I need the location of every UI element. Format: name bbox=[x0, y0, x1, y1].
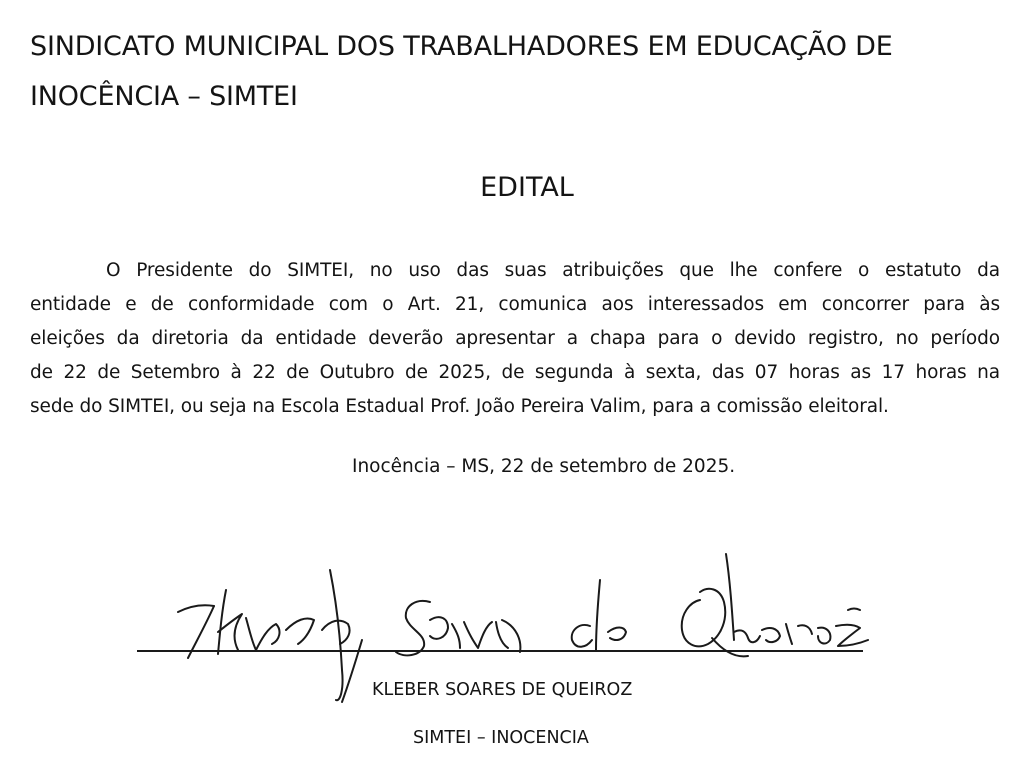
edital-body bbox=[30, 254, 1000, 424]
signer-name: KLEBER SOARES DE QUEIROZ bbox=[372, 680, 633, 700]
body-line: eleições da diretoria da entidade deverão apresentar a chapa para o devido registro, no período bbox=[30, 328, 1000, 349]
body-line: sede do SIMTEI, ou seja na Escola Estadual Prof. João Pereira Valim, para a comissão eleitoral. bbox=[30, 396, 889, 417]
body-line: entidade e de conformidade com o Art. 21, comunica aos interessados em concorrer para às bbox=[30, 294, 1000, 315]
document-title: EDITAL bbox=[480, 172, 574, 203]
body-line: O Presidente do SIMTEI, no uso das suas atribuições que lhe confere o estatuto da bbox=[106, 260, 1000, 281]
document-header bbox=[30, 22, 1005, 122]
place-and-date: Inocência – MS, 22 de setembro de 2025. bbox=[352, 456, 736, 477]
body-line: de 22 de Setembro à 22 de Outubro de 2025, de segunda à sexta, das 07 horas as 17 horas na bbox=[30, 362, 1000, 383]
header-line-2: INOCÊNCIA – SIMTEI bbox=[30, 81, 298, 112]
signature-line bbox=[137, 650, 863, 652]
header-line-1: SINDICATO MUNICIPAL DOS TRABALHADORES EM EDUCAÇÃO DE bbox=[30, 31, 893, 62]
signer-organization: SIMTEI – INOCENCIA bbox=[413, 728, 589, 748]
